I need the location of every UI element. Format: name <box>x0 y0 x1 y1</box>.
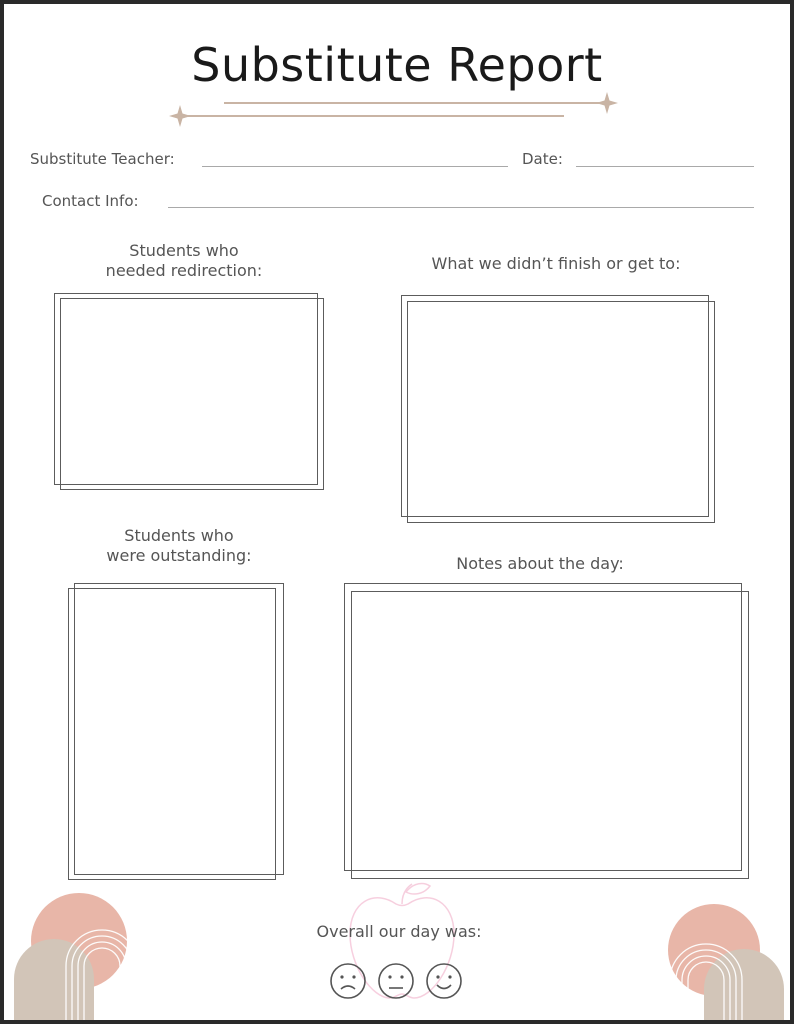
unfinished-box[interactable] <box>407 301 715 523</box>
date-label: Date: <box>522 150 563 168</box>
rating-faces <box>330 961 470 1001</box>
date-field[interactable] <box>576 166 754 167</box>
page-title: Substitute Report <box>191 38 603 92</box>
substitute-teacher-label: Substitute Teacher: <box>30 150 175 168</box>
sad-face-icon[interactable] <box>331 964 365 998</box>
outstanding-box[interactable] <box>74 583 284 875</box>
notes-heading: Notes about the day: <box>456 554 624 573</box>
rainbow-arch-decoration-left <box>14 893 138 1020</box>
unfinished-heading: What we didn’t finish or get to: <box>431 254 681 273</box>
redirection-heading: Students who needed redirection: <box>105 241 263 280</box>
contact-info-label: Contact Info: <box>42 192 139 210</box>
redirection-box[interactable] <box>60 298 324 490</box>
notes-box[interactable] <box>351 591 749 879</box>
rainbow-arch-decoration-right <box>668 904 784 1020</box>
outstanding-heading: Students who were outstanding: <box>106 526 252 565</box>
contact-info-field[interactable] <box>168 207 754 208</box>
sparkle-icon <box>596 92 618 114</box>
rating-label: Overall our day was: <box>316 922 482 941</box>
title-divider <box>169 92 618 127</box>
substitute-teacher-field[interactable] <box>202 166 508 167</box>
sparkle-icon <box>169 105 191 127</box>
happy-face-icon[interactable] <box>427 964 461 998</box>
neutral-face-icon[interactable] <box>379 964 413 998</box>
